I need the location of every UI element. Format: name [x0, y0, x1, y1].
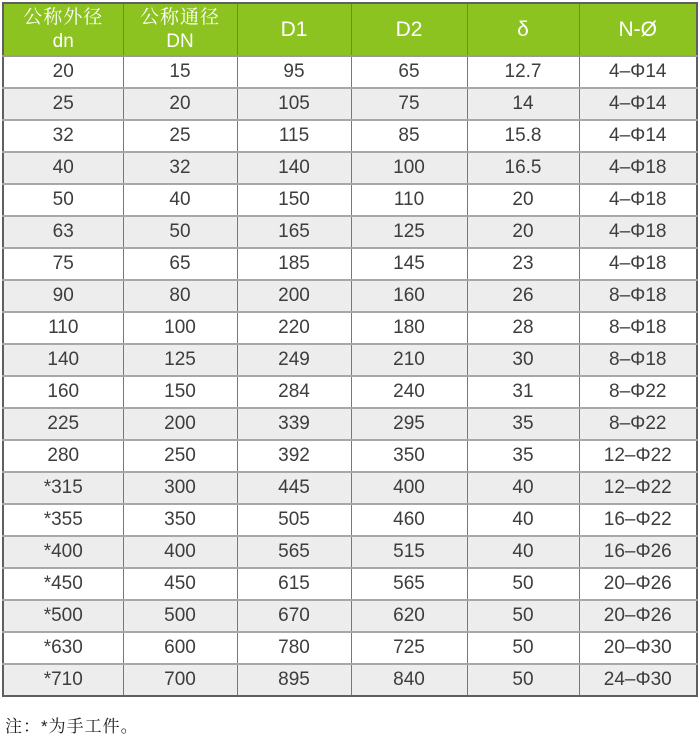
- table-row: [3, 600, 697, 632]
- table-cell: 8–Φ22: [579, 408, 697, 440]
- table-cell: 4–Φ14: [579, 88, 697, 120]
- table-cell: 16–Φ22: [579, 504, 697, 536]
- col-header-D1: [237, 3, 351, 56]
- table-cell: 35: [467, 440, 579, 472]
- table-cell: 105: [237, 88, 351, 120]
- table-cell: 250: [123, 440, 237, 472]
- table-cell: 160: [3, 376, 123, 408]
- table-cell: 565: [351, 568, 467, 600]
- table-cell: 50: [467, 600, 579, 632]
- table-cell: 140: [237, 152, 351, 184]
- table-cell: 30: [467, 344, 579, 376]
- table-cell: 25: [123, 120, 237, 152]
- table-cell: 780: [237, 632, 351, 664]
- table-cell: 110: [351, 184, 467, 216]
- col-header-dn-sub: dn: [52, 30, 74, 52]
- table-cell: 40: [467, 472, 579, 504]
- table-cell: 50: [3, 184, 123, 216]
- table-cell: 895: [237, 664, 351, 696]
- table-cell: 50: [467, 664, 579, 696]
- table-cell: 4–Φ18: [579, 216, 697, 248]
- table-cell: 20–Φ30: [579, 632, 697, 664]
- table-cell: 280: [3, 440, 123, 472]
- table-cell: 4–Φ14: [579, 56, 697, 88]
- col-header-delta-label: δ: [517, 17, 529, 41]
- table-cell: 615: [237, 568, 351, 600]
- table-cell: 220: [237, 312, 351, 344]
- spec-table: [2, 2, 698, 697]
- table-cell: 75: [351, 88, 467, 120]
- table-row: [3, 56, 697, 88]
- table-row: [3, 504, 697, 536]
- table-cell: 565: [237, 536, 351, 568]
- table-row: [3, 536, 697, 568]
- table-cell: 20–Φ26: [579, 600, 697, 632]
- table-cell: 225: [3, 408, 123, 440]
- table-cell: 700: [123, 664, 237, 696]
- header-row: [3, 3, 697, 56]
- table-row: [3, 376, 697, 408]
- table-cell: 20: [467, 216, 579, 248]
- table-cell: 15.8: [467, 120, 579, 152]
- table-cell: 125: [123, 344, 237, 376]
- table-row: [3, 184, 697, 216]
- table-cell: 284: [237, 376, 351, 408]
- table-cell: 20: [123, 88, 237, 120]
- table-cell: 4–Φ14: [579, 120, 697, 152]
- table-cell: 180: [351, 312, 467, 344]
- table-cell: 32: [3, 120, 123, 152]
- table-cell: 85: [351, 120, 467, 152]
- table-cell: 725: [351, 632, 467, 664]
- table-cell: 26: [467, 280, 579, 312]
- col-header-DN-zh: 公称通径: [139, 6, 220, 28]
- table-cell: 125: [351, 216, 467, 248]
- table-cell: 200: [123, 408, 237, 440]
- table-row: [3, 344, 697, 376]
- table-cell: 400: [123, 536, 237, 568]
- table-cell: 295: [351, 408, 467, 440]
- table-cell: 165: [237, 216, 351, 248]
- table-cell: 240: [351, 376, 467, 408]
- table-cell: 4–Φ18: [579, 184, 697, 216]
- table-cell: 8–Φ18: [579, 344, 697, 376]
- table-cell: 15: [123, 56, 237, 88]
- table-cell: 63: [3, 216, 123, 248]
- col-header-delta: [467, 3, 579, 56]
- table-cell: 28: [467, 312, 579, 344]
- table-cell: 249: [237, 344, 351, 376]
- table-cell: 600: [123, 632, 237, 664]
- table-cell: 32: [123, 152, 237, 184]
- table-cell: *710: [3, 664, 123, 696]
- table-row: [3, 408, 697, 440]
- table-cell: 50: [467, 632, 579, 664]
- table-cell: 12–Φ22: [579, 472, 697, 504]
- table-cell: 620: [351, 600, 467, 632]
- table-cell: 150: [237, 184, 351, 216]
- table-cell: 160: [351, 280, 467, 312]
- table-cell: 65: [123, 248, 237, 280]
- table-cell: 14: [467, 88, 579, 120]
- table-cell: 4–Φ18: [579, 152, 697, 184]
- table-cell: 4–Φ18: [579, 248, 697, 280]
- table-header: [3, 3, 697, 56]
- table-row: [3, 88, 697, 120]
- col-header-D2: [351, 3, 467, 56]
- table-cell: 145: [351, 248, 467, 280]
- table-cell: 23: [467, 248, 579, 280]
- table-cell: 150: [123, 376, 237, 408]
- table-cell: 460: [351, 504, 467, 536]
- table-cell: 40: [123, 184, 237, 216]
- footnote: 注：*为手工件。: [5, 717, 139, 736]
- table-row: [3, 120, 697, 152]
- table-cell: 25: [3, 88, 123, 120]
- table-cell: 40: [467, 504, 579, 536]
- table-body: [3, 56, 697, 696]
- table-cell: 8–Φ18: [579, 280, 697, 312]
- table-cell: 300: [123, 472, 237, 504]
- table-cell: *630: [3, 632, 123, 664]
- table-cell: 20: [3, 56, 123, 88]
- table-cell: 75: [3, 248, 123, 280]
- table-cell: 210: [351, 344, 467, 376]
- table-cell: 400: [351, 472, 467, 504]
- table-cell: 450: [123, 568, 237, 600]
- table-cell: 40: [3, 152, 123, 184]
- table-cell: 200: [237, 280, 351, 312]
- table-cell: 16.5: [467, 152, 579, 184]
- col-header-n-holes: [579, 3, 697, 56]
- table-cell: 40: [467, 536, 579, 568]
- table-cell: 670: [237, 600, 351, 632]
- table-cell: 8–Φ18: [579, 312, 697, 344]
- table-cell: 185: [237, 248, 351, 280]
- table-cell: 115: [237, 120, 351, 152]
- table-cell: 8–Φ22: [579, 376, 697, 408]
- table-cell: 505: [237, 504, 351, 536]
- table-cell: 392: [237, 440, 351, 472]
- table-cell: 50: [123, 216, 237, 248]
- table-cell: 90: [3, 280, 123, 312]
- table-row: [3, 440, 697, 472]
- table-row: [3, 280, 697, 312]
- table-cell: 350: [123, 504, 237, 536]
- table-cell: 65: [351, 56, 467, 88]
- table-cell: 110: [3, 312, 123, 344]
- table-cell: 95: [237, 56, 351, 88]
- table-cell: 840: [351, 664, 467, 696]
- table-row: [3, 152, 697, 184]
- table-row: [3, 664, 697, 696]
- table-cell: 20: [467, 184, 579, 216]
- table-cell: 12–Φ22: [579, 440, 697, 472]
- table-row: [3, 248, 697, 280]
- table-cell: 100: [351, 152, 467, 184]
- table-cell: *315: [3, 472, 123, 504]
- table-row: [3, 312, 697, 344]
- table-cell: *450: [3, 568, 123, 600]
- table-cell: 140: [3, 344, 123, 376]
- col-header-DN-sub: DN: [166, 30, 194, 52]
- table-cell: *500: [3, 600, 123, 632]
- col-header-D1-label: D1: [280, 17, 308, 41]
- table-cell: 12.7: [467, 56, 579, 88]
- table-cell: *400: [3, 536, 123, 568]
- col-header-DN: [123, 3, 237, 56]
- table-cell: 339: [237, 408, 351, 440]
- table-cell: *355: [3, 504, 123, 536]
- table-cell: 20–Φ26: [579, 568, 697, 600]
- table-cell: 500: [123, 600, 237, 632]
- table-cell: 35: [467, 408, 579, 440]
- table-row: [3, 472, 697, 504]
- table-cell: 16–Φ26: [579, 536, 697, 568]
- table-cell: 515: [351, 536, 467, 568]
- table-row: [3, 216, 697, 248]
- table-cell: 350: [351, 440, 467, 472]
- col-header-n-holes-label: N-Ø: [618, 17, 657, 41]
- table-cell: 80: [123, 280, 237, 312]
- col-header-dn: [3, 3, 123, 56]
- table-row: [3, 632, 697, 664]
- col-header-D2-label: D2: [395, 17, 423, 41]
- table-cell: 31: [467, 376, 579, 408]
- col-header-dn-zh: 公称外径: [23, 6, 104, 28]
- table-cell: 100: [123, 312, 237, 344]
- table-cell: 50: [467, 568, 579, 600]
- table-cell: 445: [237, 472, 351, 504]
- table-cell: 24–Φ30: [579, 664, 697, 696]
- table-row: [3, 568, 697, 600]
